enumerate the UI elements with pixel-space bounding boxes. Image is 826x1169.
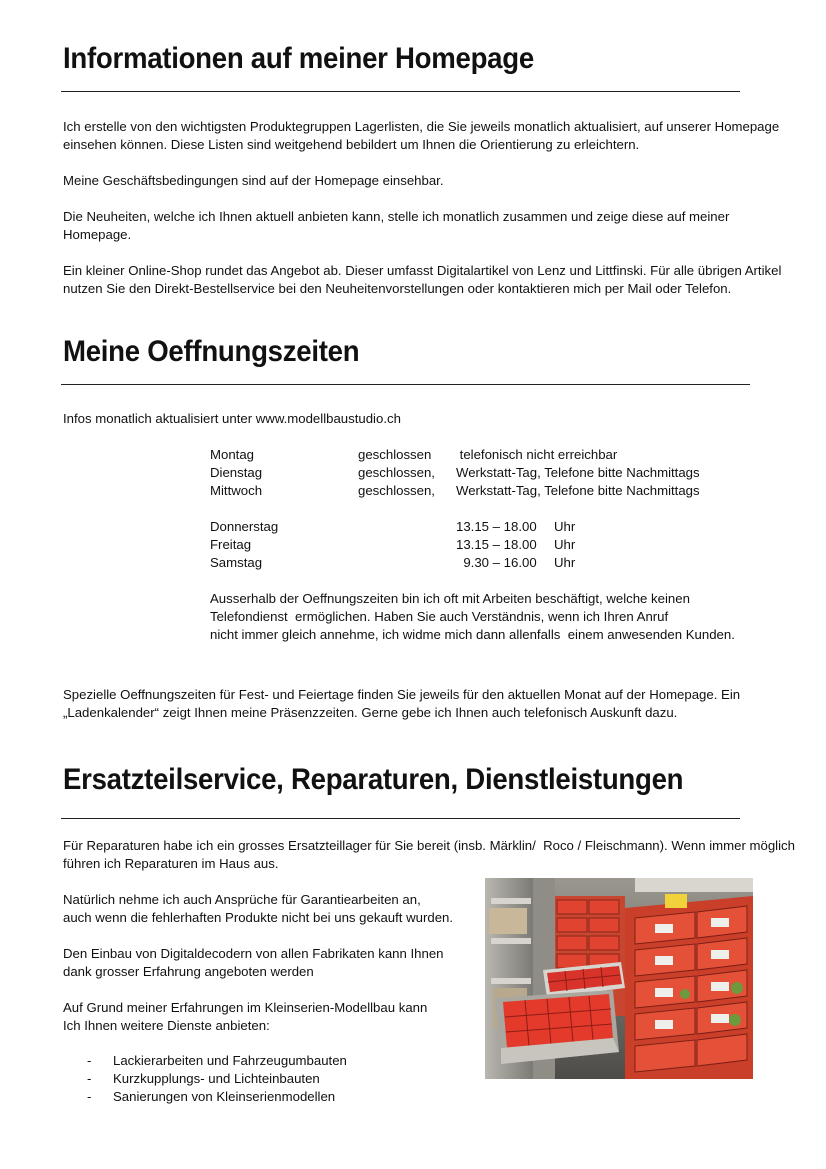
day-status: geschlossen, <box>358 483 435 498</box>
day-label: Mittwoch <box>210 483 263 498</box>
cabinet-illustration <box>485 878 753 1079</box>
bullet-dash: - <box>87 1071 92 1086</box>
services-list <box>63 1052 347 1106</box>
availability-note <box>210 590 735 644</box>
paragraph-spezielle-zeiten-line1: Spezielle Oeffnungszeiten für Fest- und Feiertage finden Sie jeweils für den aktuellen Monat auf der Homepage. Ein <box>63 687 741 702</box>
paragraph-neuheiten-line2: Homepage. <box>63 227 132 242</box>
day-time: 9.30 – 16.00 <box>456 555 537 570</box>
heading-ersatzteilservice: Ersatzteilservice, Reparaturen, Dienstleistungen <box>63 763 684 796</box>
bullet-dash: - <box>87 1089 92 1104</box>
paragraph-garantie-line2: auch wenn die fehlerhaften Produkte nicht bei uns gekauft wurden. <box>63 910 454 925</box>
day-note: Werkstatt-Tag, Telefone bitte Nachmittags <box>456 465 700 480</box>
day-unit: Uhr <box>554 555 576 570</box>
day-status: geschlossen <box>358 447 432 462</box>
paragraph-lagerlisten-line1: Ich erstelle von den wichtigsten Produktegruppen Lagerlisten, die Sie jeweils monatlich aktualisiert, auf unserer Homepage <box>63 119 780 134</box>
day-label: Montag <box>210 447 254 462</box>
heading-rule <box>61 818 740 819</box>
spare-parts-cabinet-photo <box>485 878 753 1079</box>
list-item <box>63 1070 347 1088</box>
list-item <box>63 1088 347 1106</box>
paragraph-onlineshop-line2: nutzen Sie den Direkt-Bestellservice bei den Neuheitenvorstellungen oder kontaktieren mich per Mail oder Telefon. <box>63 281 732 296</box>
paragraph-digitaldecoder-line2: dank grosser Erfahrung angeboten werden <box>63 964 314 979</box>
day-status: geschlossen, <box>358 465 435 480</box>
day-label: Donnerstag <box>210 519 279 534</box>
day-unit: Uhr <box>554 537 576 552</box>
list-item <box>63 1052 347 1070</box>
paragraph-lagerlisten-line2: einsehen können. Diese Listen sind weitgehend bebildert um Ihnen die Orientierung zu erleichtern. <box>63 137 640 152</box>
day-note: Werkstatt-Tag, Telefone bitte Nachmittags <box>456 483 700 498</box>
heading-rule <box>61 91 740 92</box>
day-time: 13.15 – 18.00 <box>456 537 537 552</box>
paragraph-kleinserien-line1: Auf Grund meiner Erfahrungen im Kleinserien-Modellbau kann <box>63 1000 428 1015</box>
oeffnungszeiten-intro: Infos monatlich aktualisiert unter www.modellbaustudio.ch <box>63 411 401 426</box>
heading-informationen: Informationen auf meiner Homepage <box>63 42 534 75</box>
service-label: Lackierarbeiten und Fahrzeugumbauten <box>113 1053 347 1068</box>
day-unit: Uhr <box>554 519 576 534</box>
heading-rule <box>61 384 750 385</box>
paragraph-onlineshop-line1: Ein kleiner Online-Shop rundet das Angebot ab. Dieser umfasst Digitalartikel von Lenz und Littfinski. Für alle übrigen Artikel <box>63 263 782 278</box>
day-time: 13.15 – 18.00 <box>456 519 537 534</box>
paragraph-neuheiten-line1: Die Neuheiten, welche ich Ihnen aktuell anbieten kann, stelle ich monatlich zusammen und zeige diese auf meiner <box>63 209 730 224</box>
paragraph-digitaldecoder-line1: Den Einbau von Digitaldecodern von allen Fabrikaten kann Ihnen <box>63 946 444 961</box>
service-label: Kurzkupplungs- und Lichteinbauten <box>113 1071 320 1086</box>
paragraph-spezielle-zeiten-line2: „Ladenkalender“ zeigt Ihnen meine Präsenzzeiten. Gerne gebe ich Ihnen auch telefonisch Auskunft dazu. <box>63 705 678 720</box>
service-label: Sanierungen von Kleinserienmodellen <box>113 1089 336 1104</box>
paragraph-geschaeftsbedingungen: Meine Geschäftsbedingungen sind auf der Homepage einsehbar. <box>63 173 444 188</box>
day-label: Freitag <box>210 537 252 552</box>
availability-note-line1: Ausserhalb der Oeffnungszeiten bin ich oft mit Arbeiten beschäftigt, welche keinen <box>210 591 690 606</box>
day-note: telefonisch nicht erreichbar <box>456 447 618 462</box>
paragraph-garantie-line1: Natürlich nehme ich auch Ansprüche für Garantiearbeiten an, <box>63 892 421 907</box>
availability-note-line2: Telefondienst ermöglichen. Haben Sie auch Verständnis, wenn ich Ihren Anruf <box>210 609 669 624</box>
paragraph-kleinserien-line2: Ich Ihnen weitere Dienste anbieten: <box>63 1018 270 1033</box>
paragraph-reparaturen-line2: führen ich Reparaturen im Haus aus. <box>63 856 279 871</box>
day-label: Samstag <box>210 555 263 570</box>
bullet-dash: - <box>87 1053 92 1068</box>
heading-oeffnungszeiten: Meine Oeffnungszeiten <box>63 335 360 368</box>
day-label: Dienstag <box>210 465 263 480</box>
availability-note-line3: nicht immer gleich annehme, ich widme mich dann allenfalls einem anwesenden Kunden. <box>210 627 735 642</box>
paragraph-reparaturen-line1: Für Reparaturen habe ich ein grosses Ersatzteillager für Sie bereit (insb. Märklin/ Roco / Fleischmann). Wenn immer möglich <box>63 838 795 853</box>
